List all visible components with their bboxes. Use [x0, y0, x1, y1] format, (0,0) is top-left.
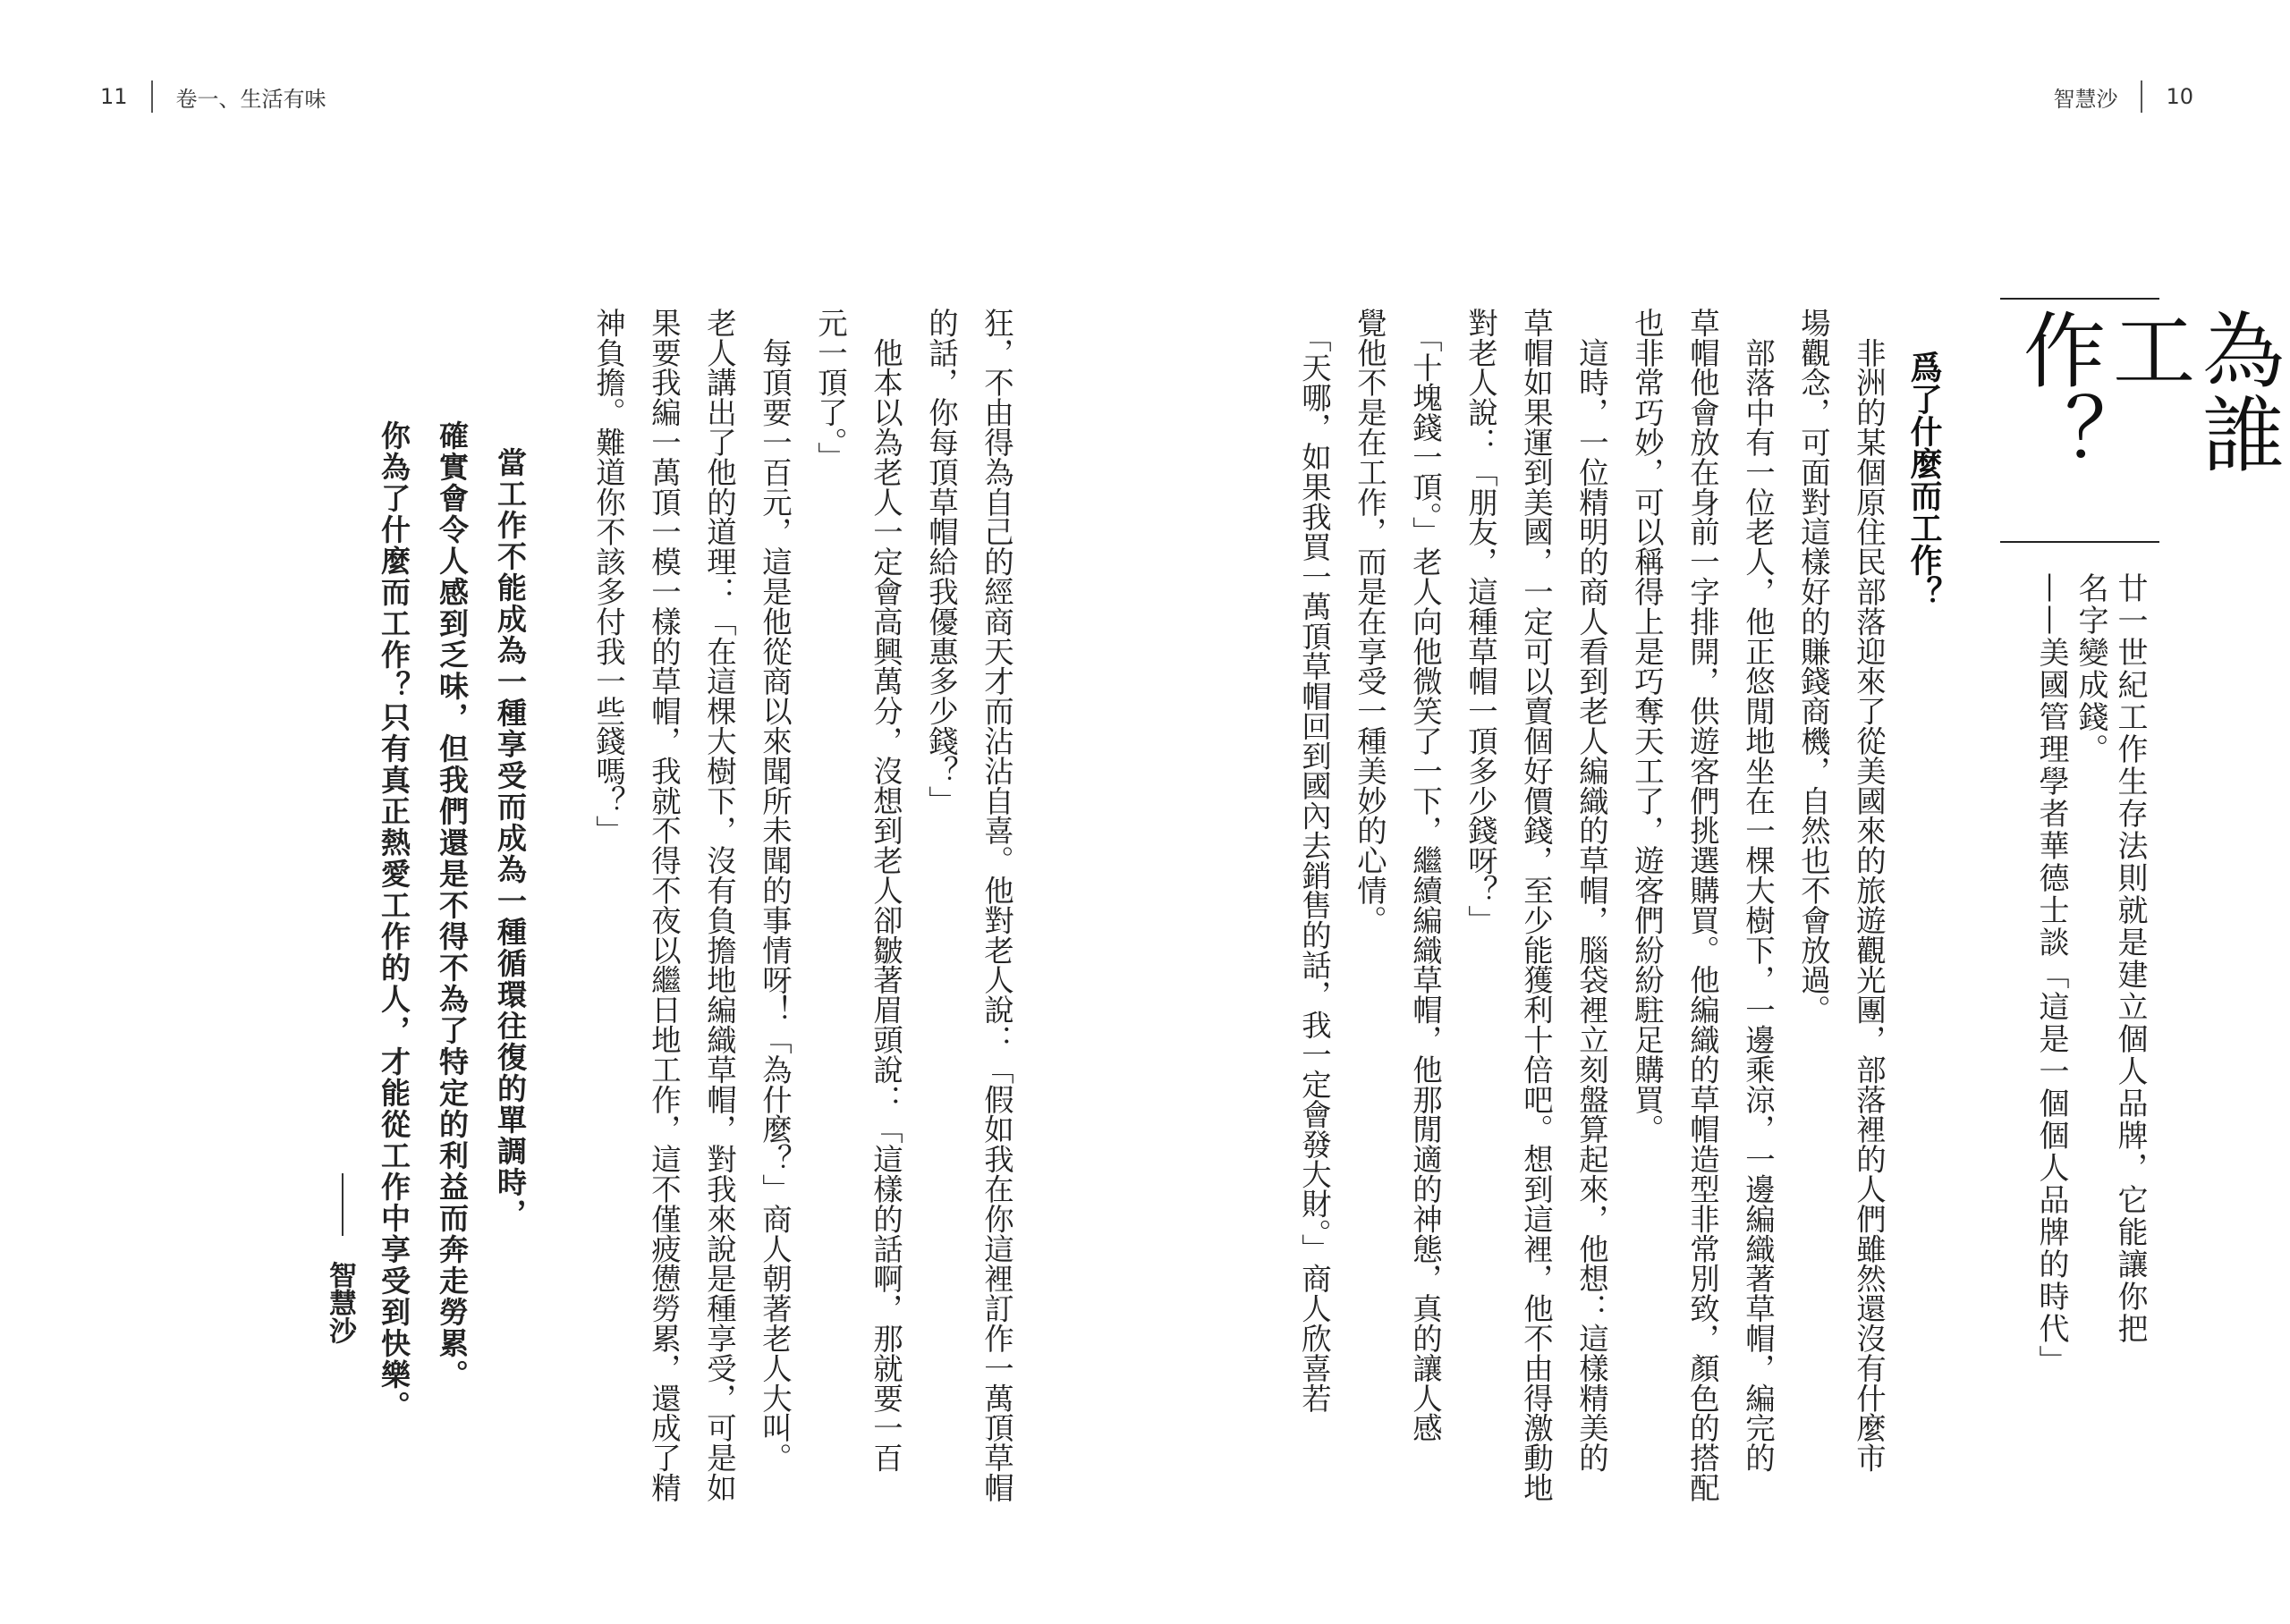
body-line: 場觀念，可面對這樣好的賺錢商機，自然也不會放過。 — [1796, 308, 1831, 1025]
left-page-number: 11 — [100, 84, 128, 109]
body-line: 神負擔。難道你不該多付我一些錢嗎？」 — [591, 308, 626, 846]
header-divider — [151, 80, 153, 113]
page-title — [2010, 308, 2285, 531]
closing-quote-line-1: 當工作不能成為一種享受而成為一種循環往復的單調時， — [493, 447, 528, 1230]
body-line: 狂，不由得為自己的經商天才而沾沾自喜。他對老人說：「假如我在你這裡訂作一萬頂草帽 — [980, 308, 1014, 1502]
right-page-number: 10 — [2166, 84, 2193, 109]
body-line: 部落中有一位老人，他正悠閒地坐在一棵大樹下，一邊乘涼，一邊編織著草帽，編完的 — [1741, 308, 1776, 1473]
body-line: 這時，一位精明的商人看到老人編織的草帽，腦袋裡立刻盤算起來，他想：這樣精美的 — [1574, 308, 1609, 1473]
body-line: 草帽如果運到美國，一定可以賣個好價錢，至少能獲利十倍吧。想到這裡，他不由得激動地 — [1519, 308, 1554, 1502]
body-line: 「十塊錢一頂。」老人向他微笑了一下，繼續編織草帽，他那閒適的神態，真的讓人感 — [1408, 308, 1443, 1443]
body-line: 非洲的某個原住民部落迎來了從美國來的旅遊觀光團，部落裡的人們雖然還沒有什麼市 — [1852, 308, 1887, 1473]
body-line: 覺他不是在工作，而是在享受一種美妙的心情。 — [1353, 308, 1387, 935]
right-running-title: 智慧沙 — [2053, 86, 2118, 112]
closing-quote-line-3: 你為了什麼而工作？只有真正熱愛工作的人，才能從工作中享受到快樂。 — [377, 420, 411, 1422]
body-line: 草帽他會放在身前一字排開，供遊客們挑選購買。他編織的草帽造型非常別致，顏色的搭配 — [1685, 308, 1720, 1502]
body-line: 對老人說：「朋友，這種草帽一頂多少錢呀？」 — [1463, 308, 1498, 935]
left-page-header — [100, 77, 327, 116]
body-line: 他本以為老人一定會高興萬分，沒想到老人卻皺著眉頭說：「這樣的話啊，那就要一百 — [869, 308, 903, 1473]
right-page-header — [2053, 77, 2193, 116]
body-line: 元一頂了。」 — [813, 308, 848, 472]
body-line: 老人講出了他的道理：「在這棵大樹下，沒有負擔地編織草帽，對我來說是種享受，可是如 — [702, 308, 737, 1502]
epigraph-attribution: ——美國管理學者華德士談「這是一個個人品牌的時代」 — [2033, 572, 2069, 1377]
title-line-2: 工作？ — [2010, 308, 2195, 476]
left-running-title: 卷一、生活有味 — [175, 86, 327, 112]
epigraph-line-2: 名字變成錢。 — [2073, 572, 2108, 765]
body-line: 果要我編一萬頂一模一樣的草帽，我就不得不夜以繼日地工作，這不僅疲憊勞累，還成了精 — [647, 308, 682, 1502]
header-divider — [2141, 80, 2142, 113]
closing-signature: 智慧沙 — [324, 1261, 356, 1344]
body-line: 的話，你每頂草帽給我優惠多少錢？」 — [924, 308, 959, 816]
body-line: 也非常巧妙，可以稱得上是巧奪天工了，遊客們紛紛駐足購買。 — [1630, 308, 1665, 1145]
section-subheading: 爲了什麼而工作？ — [1905, 351, 1942, 608]
signature-dash — [342, 1173, 344, 1236]
epigraph-line-1: 廿一世紀工作生存法則就是建立個人品牌，它能讓你把 — [2112, 572, 2148, 1345]
title-line-1: 為誰 — [2189, 308, 2285, 476]
body-line: 「天哪，如果我買一萬頂草帽回到國內去銷售的話，我一定會發大財。」商人欣喜若 — [1297, 308, 1332, 1413]
closing-quote-line-2: 確實會令人感到乏味，但我們還是不得不為了特定的利益而奔走勞累。 — [435, 420, 470, 1391]
body-line: 每頂要一百元，這是他從商以來聞所未聞的事情呀！「為什麼？」商人朝著老人大叫。 — [758, 308, 793, 1473]
